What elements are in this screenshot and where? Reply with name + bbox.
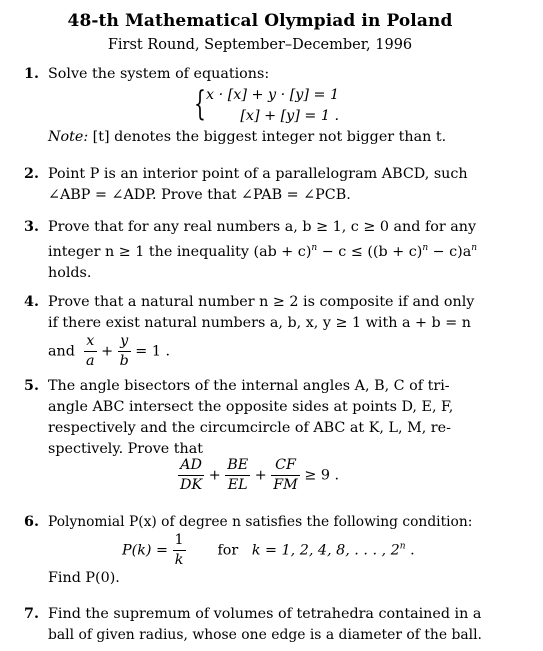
problem-number: 4. <box>24 294 39 310</box>
condition-equation <box>48 531 500 570</box>
numerator: CF <box>271 456 300 476</box>
problem-number: 2. <box>24 166 39 182</box>
problem-5 <box>24 376 500 495</box>
problem-4 <box>24 292 500 371</box>
rhs-end: . <box>405 542 415 559</box>
denominator: EL <box>227 477 248 493</box>
problem-text: Prove that a natural number n ≥ 2 is composite if and only <box>48 294 475 310</box>
rhs: k = 1, 2, 4, 8, . . . , 2 <box>251 542 400 559</box>
problem-text: Point P is an interior point of a parallelogram ABCD, such <box>48 166 468 182</box>
equation-2: [x] + [y] = 1 . <box>240 108 340 124</box>
problem-number: 6. <box>24 514 39 530</box>
numerator: 1 <box>173 531 186 551</box>
problem-text: Polynomial P(x) of degree n satisfies the following condition: <box>48 514 473 530</box>
note-label: Note: <box>48 129 89 145</box>
problem-text: Find P(0). <box>48 570 120 586</box>
fraction-be-el <box>225 456 250 495</box>
denominator: k <box>174 552 184 568</box>
numerator: y <box>118 332 131 352</box>
exponent: n <box>471 243 478 253</box>
inequality-tail: ≥ 9 . <box>304 467 340 484</box>
problem-text: holds. <box>48 265 92 281</box>
equation-1: x · [x] + y · [y] = 1 <box>206 87 340 103</box>
problem-text: spectively. Prove that <box>48 441 204 457</box>
plus-sign: + <box>208 467 221 484</box>
problem-text: Find the supremum of volumes of tetrahedra contained in a <box>48 606 482 622</box>
fraction-equation <box>48 332 500 371</box>
fraction-y-b <box>118 332 131 371</box>
exponent: n <box>311 243 318 253</box>
problem-text: angle ABC intersect the opposite sides at points D, E, F, <box>48 399 454 415</box>
equals-one: = 1 . <box>135 343 171 360</box>
problem-text: ball of given radius, whose one edge is a diameter of the ball. <box>48 627 482 643</box>
page-title: 48-th Mathematical Olympiad in Poland <box>67 11 453 31</box>
problem-number: 5. <box>24 378 39 394</box>
problem-text: Solve the system of equations: <box>48 66 270 82</box>
problem-6 <box>24 512 500 589</box>
problem-text <box>48 238 500 263</box>
lhs: P(k) = <box>122 542 168 559</box>
numerator: AD <box>178 456 204 476</box>
denominator: a <box>85 353 95 369</box>
problem-3 <box>24 217 500 284</box>
page-subtitle: First Round, September–December, 1996 <box>107 37 413 53</box>
inequality-part: − c)a <box>428 244 472 260</box>
plus-sign: + <box>254 467 267 484</box>
denominator: b <box>119 353 129 369</box>
problem-text: if there exist natural numbers a, b, x, y ≥ 1 with a + b = n <box>48 315 471 331</box>
problem-number: 3. <box>24 219 39 235</box>
fraction-inequality <box>48 456 500 495</box>
and-word: and <box>48 343 75 360</box>
equation-system: { x · [x] + y · [y] = 1 [x] + [y] = 1 . <box>48 85 500 127</box>
numerator: BE <box>225 456 250 476</box>
inequality-part: integer n ≥ 1 the inequality (ab + c) <box>48 244 312 260</box>
denominator: DK <box>180 477 203 493</box>
problem-text: respectively and the circumcircle of ABC at K, L, M, re- <box>48 420 451 436</box>
for-word: for <box>217 542 239 559</box>
exponent: n <box>399 541 406 552</box>
problem-note <box>48 127 500 148</box>
problem-number: 1. <box>24 66 39 82</box>
denominator: FM <box>273 477 298 493</box>
numerator: x <box>84 332 97 352</box>
problem-1 <box>24 64 500 148</box>
fraction-x-a <box>84 332 97 371</box>
problem-number: 7. <box>24 606 39 622</box>
note-text: [t] denotes the biggest integer not bigger than t. <box>88 129 447 145</box>
fraction-1-k <box>173 531 186 570</box>
problem-text: Prove that for any real numbers a, b ≥ 1, c ≥ 0 and for any <box>48 219 477 235</box>
plus-sign: + <box>101 343 114 360</box>
problem-text: The angle bisectors of the internal angles A, B, C of tri- <box>48 378 450 394</box>
problem-2 <box>24 164 500 206</box>
fraction-cf-fm <box>271 456 300 495</box>
exponent: n <box>422 243 429 253</box>
inequality-part: − c ≤ ((b + c) <box>317 244 423 260</box>
problem-7 <box>24 604 500 646</box>
problem-text: ∠ABP = ∠ADP. Prove that ∠PAB = ∠PCB. <box>48 187 351 203</box>
fraction-ad-dk <box>178 456 204 495</box>
